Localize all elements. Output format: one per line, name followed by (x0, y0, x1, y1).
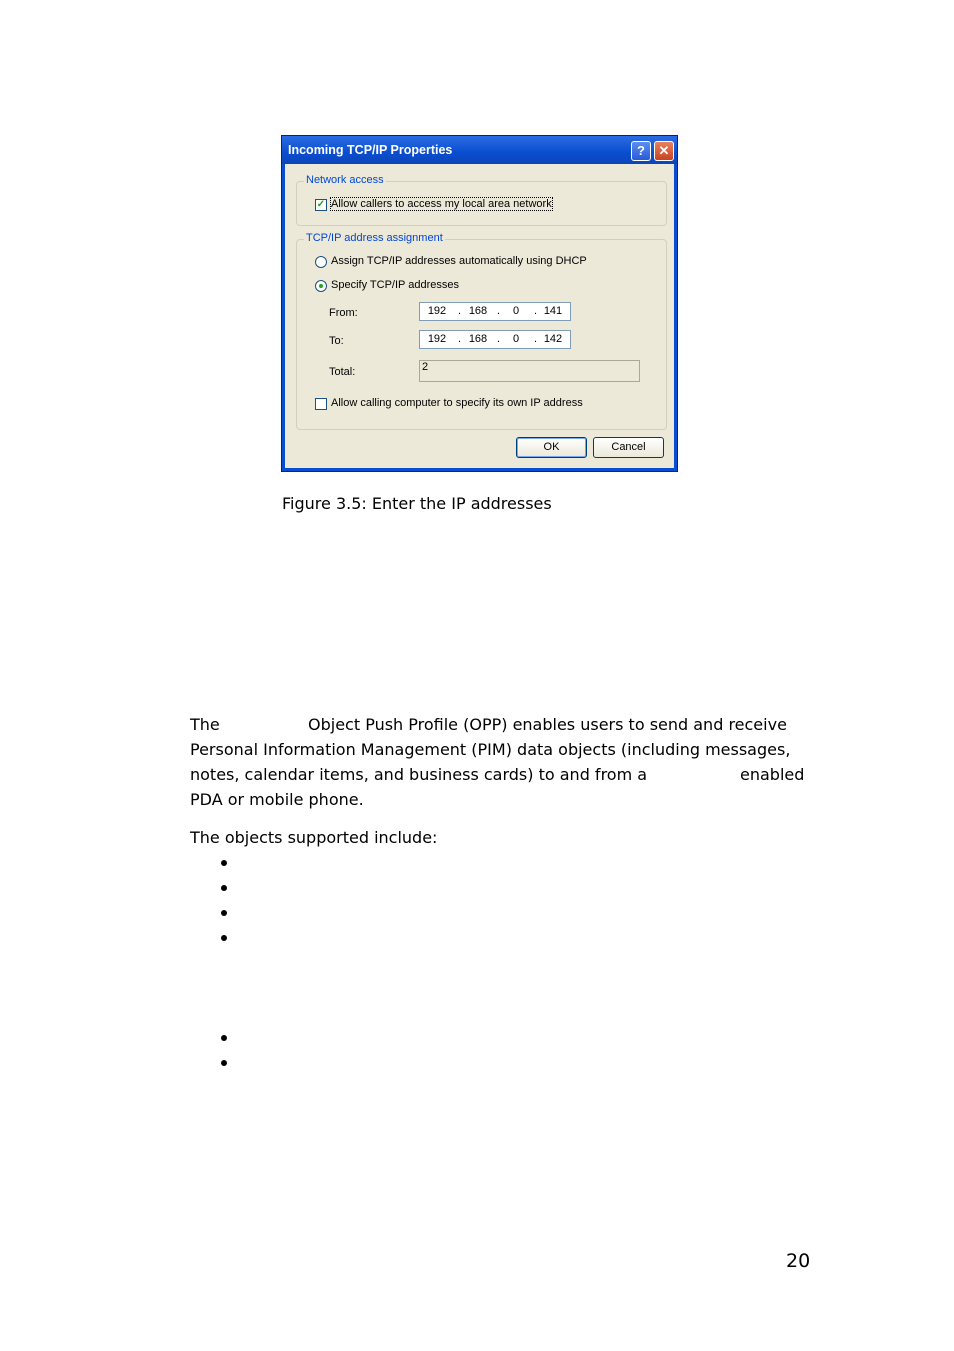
dhcp-radio-label[interactable]: Assign TCP/IP addresses automatically using DHCP (331, 255, 587, 267)
list-bullet (221, 935, 227, 941)
list-bullet (221, 860, 227, 866)
from-ip-separator: . (458, 305, 462, 317)
list-bullet (221, 885, 227, 891)
from-ip-separator: . (534, 305, 538, 317)
paragraph-line-1a: The (190, 715, 220, 734)
to-ip-separator: . (458, 333, 462, 345)
list-bullet (221, 1060, 227, 1066)
paragraph-line-1b: Object Push Profile (OPP) enables users to send and receive (308, 715, 787, 734)
specify-radio[interactable] (315, 280, 327, 292)
allow-own-ip-checkbox[interactable] (315, 398, 327, 410)
help-button[interactable]: ? (631, 141, 651, 161)
from-ip-octet-4: 141 (543, 305, 563, 317)
allow-own-ip-label[interactable]: Allow calling computer to specify its own IP address (331, 397, 583, 409)
from-ip-field[interactable] (419, 302, 571, 321)
to-ip-octet-1: 192 (427, 333, 447, 345)
ok-button[interactable]: OK (516, 437, 587, 458)
figure-caption: Figure 3.5: Enter the IP addresses (282, 494, 552, 513)
dialog-titlebar[interactable] (282, 136, 677, 164)
to-ip-field[interactable] (419, 330, 571, 349)
from-ip-octet-3: 0 (512, 305, 520, 317)
to-ip-separator: . (497, 333, 501, 345)
tcpip-properties-dialog (281, 135, 678, 472)
tcpip-assignment-group (296, 232, 667, 430)
to-ip-octet-4: 142 (543, 333, 563, 345)
objects-intro: The objects supported include: (190, 828, 438, 847)
to-ip-octet-2: 168 (468, 333, 488, 345)
paragraph-line-3a: notes, calendar items, and business cards) to and from a (190, 765, 648, 784)
window-border-right (674, 164, 677, 471)
total-label: Total: (329, 366, 356, 378)
allow-callers-checkbox[interactable]: ✓ (316, 199, 326, 210)
network-access-group-label: Network access (306, 174, 384, 186)
window-border-left (282, 164, 285, 471)
to-label: To: (329, 335, 344, 347)
list-bullet (221, 910, 227, 916)
radio-selected-dot (319, 284, 323, 288)
from-label: From: (329, 307, 358, 319)
from-ip-octet-1: 192 (427, 305, 447, 317)
list-bullet (221, 1035, 227, 1041)
page-number: 20 (786, 1250, 811, 1272)
from-ip-octet-2: 168 (468, 305, 488, 317)
cancel-button[interactable]: Cancel (593, 437, 664, 458)
specify-radio-label[interactable]: Specify TCP/IP addresses (331, 279, 459, 291)
close-button[interactable]: ✕ (654, 141, 674, 161)
total-field: 2 (419, 360, 640, 382)
paragraph-line-4: PDA or mobile phone. (190, 790, 364, 809)
dhcp-radio[interactable] (315, 256, 327, 268)
dialog-title: Incoming TCP/IP Properties (288, 143, 453, 157)
allow-callers-label[interactable]: Allow callers to access my local area network (331, 198, 552, 210)
to-ip-separator: . (534, 333, 538, 345)
paragraph-line-3b: enabled (740, 765, 805, 784)
window-border-bottom (282, 468, 677, 471)
paragraph-line-2: Personal Information Management (PIM) data objects (including messages, (190, 740, 791, 759)
tcpip-assignment-group-label: TCP/IP address assignment (306, 232, 443, 244)
network-access-group (296, 174, 667, 226)
from-ip-separator: . (497, 305, 501, 317)
to-ip-octet-3: 0 (512, 333, 520, 345)
